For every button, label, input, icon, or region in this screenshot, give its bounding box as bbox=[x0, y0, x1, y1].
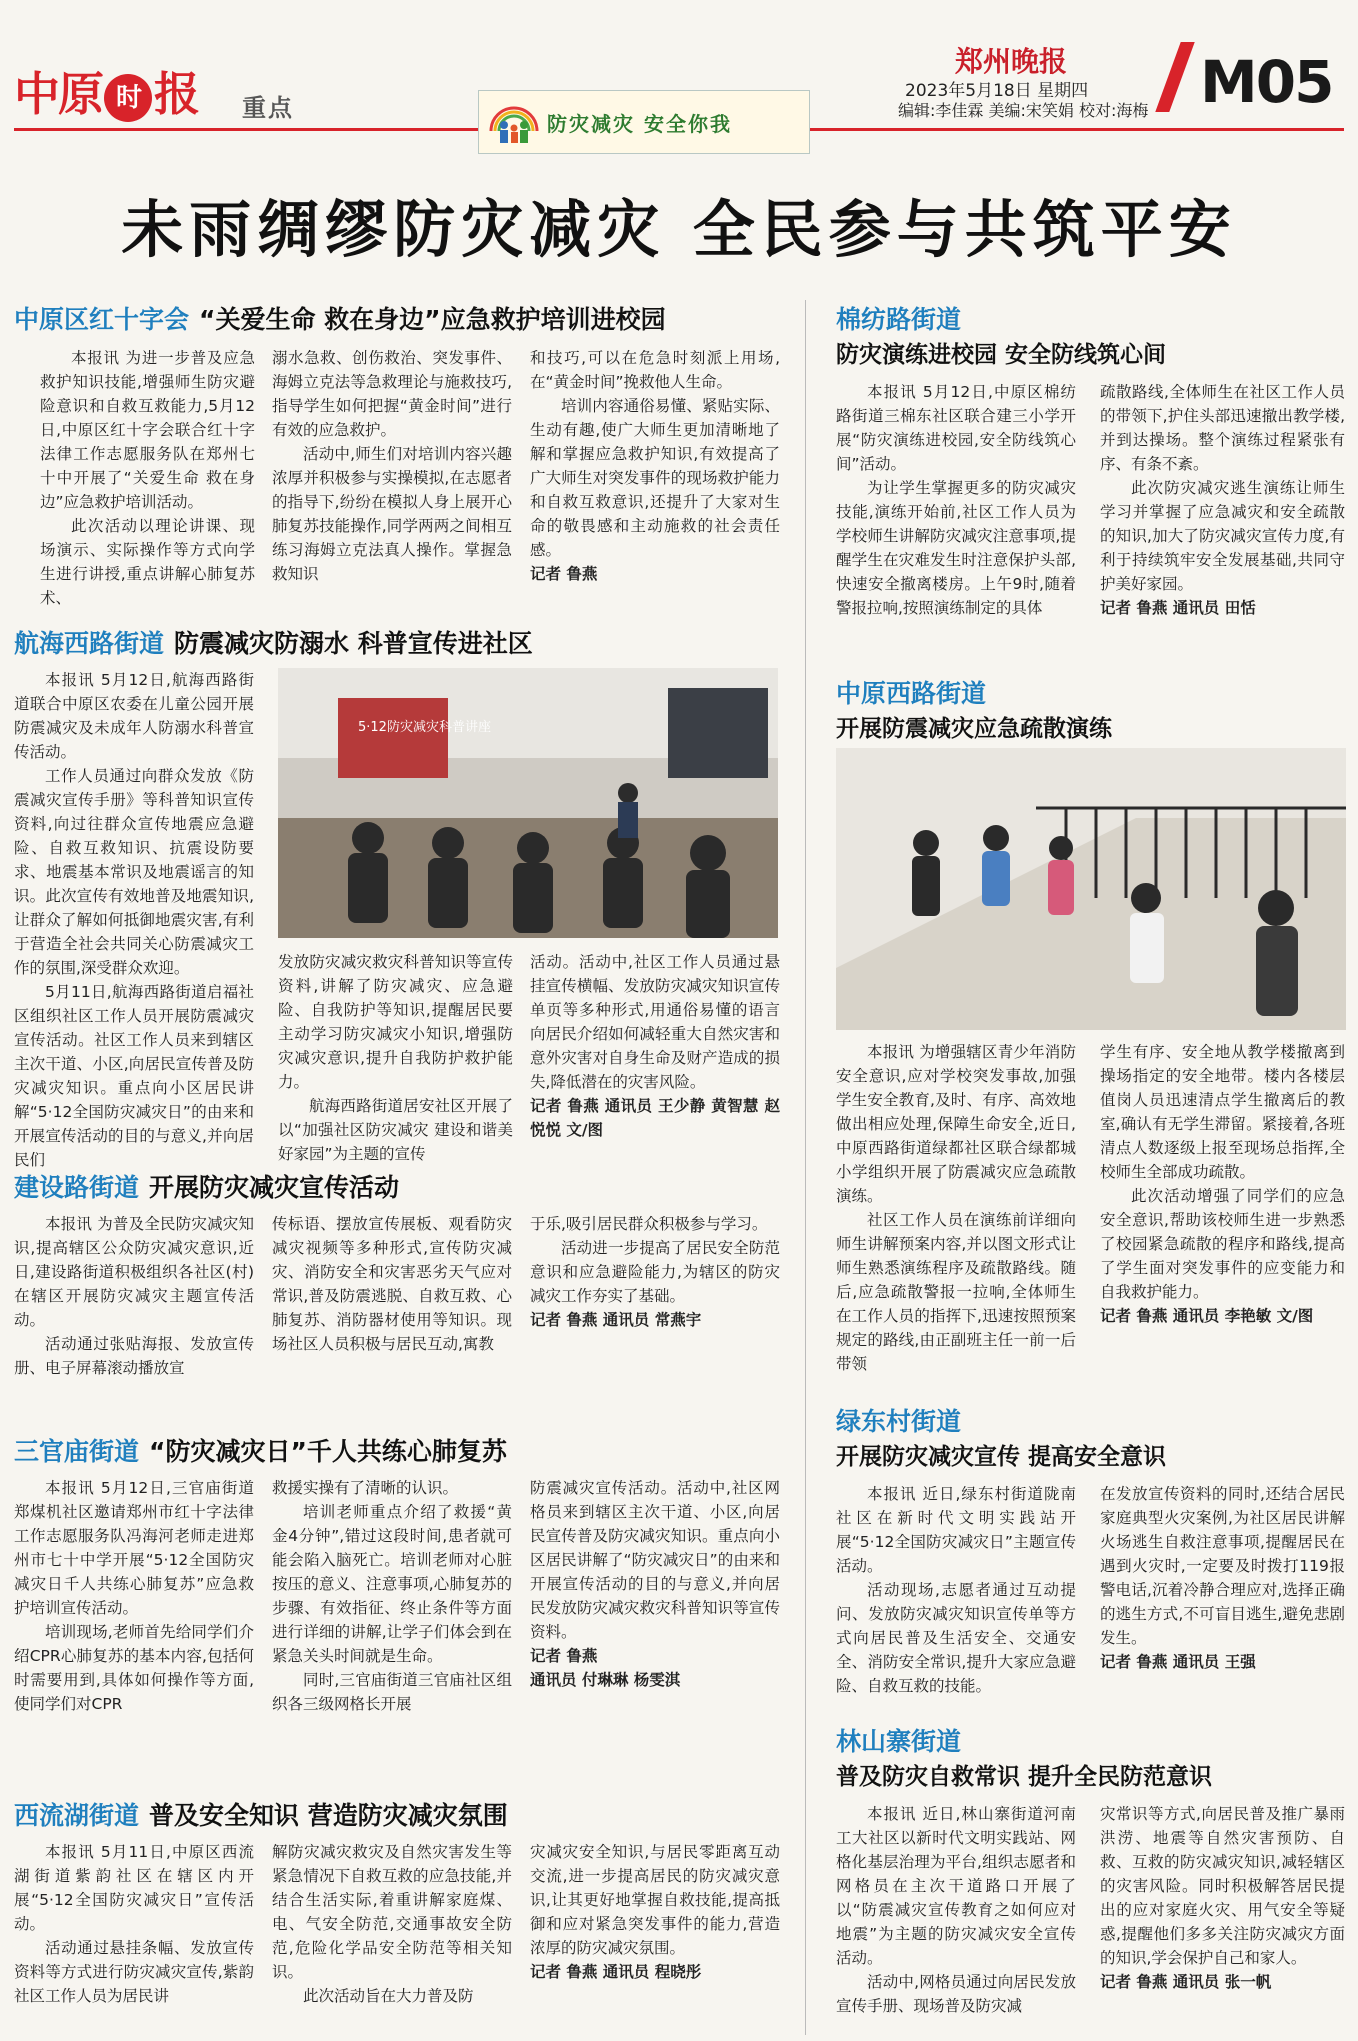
article-6-section: 棉纺路街道 bbox=[836, 305, 962, 334]
paragraph: 活动通过悬挂条幅、发放宣传资料等方式进行防灾减灾宣传,紫韵社区工作人员为居民讲 bbox=[14, 1939, 254, 2005]
byline: 记者 鲁燕 通讯员 常燕宇 bbox=[530, 1311, 702, 1329]
article-5-col-1 bbox=[14, 1840, 254, 2036]
article-2-section: 航海西路街道 bbox=[14, 629, 165, 658]
paragraph: 发放防灾减灾救灾科普知识等宣传资料,讲解了防灾减灾、应急避险、自我防护等知识,提醒居民要主动学习防灾减灾小知识,增强防灾减灾意识,提升自我防护救护能力。 bbox=[278, 953, 513, 1091]
paragraph: 本报讯 为普及全民防灾减灾知识,提高辖区公众防灾减灾意识,近日,建设路街道积极组织各社区(村)在辖区开展防灾减灾主题宣传活动。 bbox=[14, 1215, 254, 1329]
article-9-col-2 bbox=[1100, 1802, 1345, 2036]
article-9-headline: 普及防灾自救常识 提升全民防范意识 bbox=[836, 1764, 1213, 1790]
article-3-col-3 bbox=[530, 1212, 780, 1404]
paragraph: 和技巧,可以在危急时刻派上用场,在“黄金时间”挽救他人生命。 bbox=[530, 349, 780, 391]
article-8-section: 绿东村街道 bbox=[836, 1407, 962, 1436]
byline: 通讯员 付琳琳 杨雯淇 bbox=[530, 1671, 681, 1689]
article-5-headline: 普及安全知识 营造防灾减灾氛围 bbox=[149, 1801, 508, 1830]
article-4-headline: “防灾减灾日”千人共练心肺复苏 bbox=[149, 1437, 507, 1466]
article-6-col-2 bbox=[1100, 380, 1345, 626]
paragraph: 本报讯 5月11日,中原区西流湖街道紫韵社区在辖区内开展“5·12全国防灾减灾日”宣传活动。 bbox=[14, 1843, 254, 1933]
article-7-col-1 bbox=[836, 1040, 1076, 1380]
article-5-col-3 bbox=[530, 1840, 780, 2036]
article-8-col-2 bbox=[1100, 1482, 1345, 1690]
paragraph: 解防灾减灾救灾及自然灾害发生等紧急情况下自救互救的应急技能,并结合生活实际,着重讲解家庭煤、电、气安全防范,交通事故安全防范,危险化学品安全防范等相关知识。 bbox=[272, 1843, 512, 1981]
paragraph: 溺水急救、创伤救治、突发事件、海姆立克法等急救理论与施救技巧,指导学生如何把握“黄金时间”进行有效的应急救护。 bbox=[272, 349, 512, 439]
article-2-col-2 bbox=[278, 950, 513, 1163]
article-4-col-2 bbox=[272, 1476, 512, 1766]
paragraph: 活动。活动中,社区工作人员通过悬挂宣传横幅、发放防灾减灾知识宣传单页等多种形式,用通俗易懂的语言向居民介绍如何减轻重大自然灾害和意外灾害对自身生命及财产造成的损失,降低潜在的灾害风险。 bbox=[530, 953, 780, 1091]
paragraph: 本报讯 5月12日,中原区棉纺路街道三棉东社区联合建三小学开展“防灾演练进校园,安全防线筑心间”活动。 bbox=[836, 383, 1076, 473]
paragraph: 本报讯 为进一步普及应急救护知识技能,增强师生防灾避险意识和自救互救能力,5月12日,中原区红十字会联合红十字法律工作志愿服务队在郑州七十中开展了“关爱生命 救在身边”应急救护培训活动。 bbox=[40, 349, 255, 511]
article-3-heading bbox=[14, 1168, 399, 1204]
byline: 记者 鲁燕 通讯员 程晓彤 bbox=[530, 1963, 702, 1981]
article-3-headline: 开展防灾减灾宣传活动 bbox=[149, 1173, 400, 1202]
paragraph: 救援实操有了清晰的认识。 bbox=[272, 1479, 459, 1497]
article-3-col-1 bbox=[14, 1212, 254, 1404]
article-4-heading bbox=[14, 1432, 507, 1468]
byline: 记者 鲁燕 bbox=[530, 565, 598, 583]
paragraph: 活动中,师生们对培训内容兴趣浓厚并积极参与实操模拟,在志愿者的指导下,纷纷在模拟人身上展开心肺复苏技能操作,同学两两之间相互练习海姆立克法真人操作。掌握急救知识 bbox=[272, 445, 512, 583]
paragraph: 灾减灾安全知识,与居民零距离互动交流,进一步提高居民的防灾减灾意识,让其更好地掌握自救技能,提高抵御和应对紧急突发事件的能力,营造浓厚的防灾减灾氛围。 bbox=[530, 1843, 780, 1957]
paragraph: 传标语、摆放宣传展板、观看防灾减灾视频等多种形式,宣传防灾减灾、消防安全和灾害恶劣天气应对常识,普及防震逃脱、自救互救、心肺复苏、消防器材使用等知识。现场社区人员积极与居民互动,寓教 bbox=[272, 1215, 512, 1353]
article-4-section: 三官庙街道 bbox=[14, 1437, 140, 1466]
main-headline: 未雨绸缪防灾减灾 全民参与共筑平安 bbox=[121, 193, 1237, 266]
article-7-col-2 bbox=[1100, 1040, 1345, 1380]
issue-date: 2023年5月18日 星期四 bbox=[905, 81, 1089, 101]
paragraph: 5月11日,航海西路街道启福社区组织社区工作人员开展防震减灾宣传活动。社区工作人员来到辖区主次干道、小区,向居民宣传普及防灾减灾知识。重点向小区居民讲解“5·12全国防灾减灾日”的由来和开展宣传活动的目的与意义,并向居民们 bbox=[14, 983, 254, 1169]
paragraph: 本报讯 近日,绿东村街道陇南社区在新时代文明实践站开展“5·12全国防灾减灾日”主题宣传活动。 bbox=[836, 1485, 1076, 1575]
paragraph: 活动通过张贴海报、发放宣传册、电子屏幕滚动播放宣 bbox=[14, 1335, 254, 1377]
paragraph: 本报讯 为增强辖区青少年消防安全意识,应对学校突发事故,加强学生安全教育,及时、有序、高效地做出相应处理,保障生命安全,近日,中原西路街道绿都社区联合绿都城小学组织开展了防震减灾应急疏散演练。 bbox=[836, 1043, 1076, 1205]
article-1-col-3 bbox=[530, 346, 780, 586]
paragraph: 灾常识等方式,向居民普及推广暴雨洪涝、地震等自然灾害预防、自救、互救的防灾减灾知识,减轻辖区的灾害风险。同时积极解答居民提出的应对家庭火灾、用气安全等疑惑,提醒他们多多关注防灾减灾方面的知识,学会保护自己和家人。 bbox=[1100, 1805, 1345, 1967]
article-1-headline: “关爱生命 救在身边”应急救护培训进校园 bbox=[199, 305, 666, 334]
paragraph: 此次活动旨在大力普及防 bbox=[303, 1987, 474, 2005]
logo-circle: 时 bbox=[104, 74, 152, 122]
byline: 记者 鲁燕 通讯员 张一帆 bbox=[1100, 1973, 1272, 1991]
paragraph: 疏散路线,全体师生在社区工作人员的带领下,护住头部迅速撤出教学楼,并到达操场。整个演练过程紧张有序、有条不紊。 bbox=[1100, 383, 1345, 473]
article-5-heading bbox=[14, 1796, 508, 1832]
column-divider bbox=[805, 300, 806, 2035]
paragraph: 此次活动增强了同学们的应急安全意识,帮助该校师生进一步熟悉了校园紧急疏散的程序和路线,提高了学生面对突发事件的应变能力和自我救护能力。 bbox=[1100, 1187, 1345, 1301]
paragraph: 培训内容通俗易懂、紧贴实际、生动有趣,使广大师生更加清晰地了解和掌握应急救护知识,有效提高了广大师生对突发事件的现场救护能力和自救互救意识,还提升了大家对生命的敬畏感和主动施救的社会责任感。 bbox=[530, 397, 780, 559]
article-9-section: 林山寨街道 bbox=[836, 1727, 962, 1756]
article-8-col-1 bbox=[836, 1482, 1076, 1695]
article-5-section: 西流湖街道 bbox=[14, 1801, 140, 1830]
article-3-col-2 bbox=[272, 1212, 512, 1404]
article-4-col-3 bbox=[530, 1476, 780, 1766]
article-1-col-1 bbox=[40, 346, 255, 607]
paragraph: 本报讯 5月12日,航海西路街道联合中原区农委在儿童公园开展防震减灾及未成年人防溺水科普宣传活动。 bbox=[14, 671, 254, 761]
article-9-col-1 bbox=[836, 1802, 1076, 2036]
paragraph: 在发放宣传资料的同时,还结合居民家庭典型火灾案例,为社区居民讲解火场逃生自救注意事项,提醒居民在遇到火灾时,一定要及时拨打119报警电话,沉着冷静合理应对,选择正确的逃生方式,不可盲目逃生,避免悲剧发生。 bbox=[1100, 1485, 1345, 1647]
article-2-col-3 bbox=[530, 950, 780, 1146]
article-2-col-1 bbox=[14, 668, 254, 1169]
decorative-slash bbox=[1155, 42, 1194, 112]
byline: 记者 鲁燕 通讯员 田恬 bbox=[1100, 599, 1256, 617]
paragraph: 活动现场,志愿者通过互动提问、发放防灾减灾知识宣传单等方式向居民普及生活安全、交通安全、消防安全常识,提升大家应急避险、自救互救的技能。 bbox=[836, 1581, 1076, 1695]
byline: 记者 鲁燕 通讯员 王强 bbox=[1100, 1653, 1256, 1671]
paragraph: 此次防灾减灾逃生演练让师生学习并掌握了应急减灾和安全疏散的知识,加大了防灾减灾宣传力度,有利于持续筑牢安全发展基础,共同守护美好家园。 bbox=[1100, 479, 1345, 593]
logo-text-b: 报 bbox=[154, 67, 198, 121]
paragraph: 社区工作人员在演练前详细向师生讲解预案内容,并以图文形式让师生熟悉演练程序及疏散路线。随后,应急疏散警报一拉响,全体师生在工作人员的指挥下,迅速按照预案规定的路线,由正副班主任一前一后带领 bbox=[836, 1211, 1076, 1373]
publication-name: 郑州晚报 bbox=[955, 45, 1068, 78]
paragraph: 学生有序、安全地从教学楼撤离到操场指定的安全地带。楼内各楼层值岗人员迅速清点学生撤离后的教室,确认有无学生滞留。紧接着,各班清点人数逐级上报至现场总指挥,全校师生全部成功疏散。 bbox=[1100, 1043, 1345, 1181]
newspaper-logo bbox=[14, 58, 198, 124]
article-8-headline: 开展防灾减灾宣传 提高安全意识 bbox=[836, 1444, 1167, 1470]
byline: 记者 鲁燕 通讯员 王少静 黄智慧 赵悦悦 文/图 bbox=[530, 1097, 780, 1139]
article-6-headline: 防灾演练进校园 安全防线筑心间 bbox=[836, 342, 1167, 368]
paragraph: 本报讯 近日,林山寨街道河南工大社区以新时代文明实践站、网格化基层治理为平台,组织志愿者和网格员在主次干道路口开展了以“防震减灾宣传教育之如何应对地震”为主题的防灾减灾安全宣传活动。 bbox=[836, 1805, 1076, 1967]
lecture-photo-illustration bbox=[278, 668, 778, 938]
paragraph: 于乐,吸引居民群众积极参与学习。 bbox=[530, 1215, 768, 1233]
paragraph: 培训现场,老师首先给同学们介绍CPR心肺复苏的基本内容,包括何时需要用到,具体如何操作等方面,使同学们对CPR bbox=[14, 1623, 254, 1713]
paragraph: 同时,三官庙街道三官庙社区组织各三级网格长开展 bbox=[272, 1671, 512, 1713]
article-7-headline: 开展防震减灾应急疏散演练 bbox=[836, 716, 1112, 742]
topic-banner bbox=[478, 90, 810, 154]
paragraph: 活动进一步提高了居民安全防范意识和应急避险能力,为辖区的防灾减灾工作夯实了基础。 bbox=[530, 1239, 780, 1305]
slide-text: 5·12防灾减灾科普讲座 bbox=[358, 720, 491, 735]
page-number: M05 bbox=[1200, 48, 1333, 116]
article-3-section: 建设路街道 bbox=[14, 1173, 140, 1202]
article-2-heading bbox=[14, 624, 533, 660]
editor-credits: 编辑:李佳霖 美编:宋笑娟 校对:海梅 bbox=[898, 101, 1149, 120]
article-1-col-2 bbox=[272, 346, 512, 586]
section-label: 重点 bbox=[242, 94, 294, 122]
evacuation-drill-illustration bbox=[836, 748, 1346, 1030]
article-1-heading bbox=[14, 300, 666, 336]
paragraph: 活动中,网格员通过向居民发放宣传手册、现场普及防灾减 bbox=[836, 1973, 1076, 2015]
article-6-col-1 bbox=[836, 380, 1076, 626]
byline: 记者 鲁燕 通讯员 李艳敏 文/图 bbox=[1100, 1307, 1314, 1325]
paragraph: 培训老师重点介绍了救援“黄金4分钟”,错过这段时间,患者就可能会陷入脑死亡。培训老师对心脏按压的意义、注意事项,心肺复苏的步骤、有效指征、终止条件等方面进行详细的讲解,让学子们体会到在紧急关头时间就是生命。 bbox=[272, 1503, 512, 1665]
paragraph: 本报讯 5月12日,三官庙街道郑煤机社区邀请郑州市红十字法律工作志愿服务队冯海河老师走进郑州市七十中学开展“5·12全国防灾减灾日千人共练心肺复苏”应急救护培训宣传活动。 bbox=[14, 1479, 254, 1617]
article-2-photo bbox=[278, 668, 778, 938]
paragraph: 此次活动以理论讲课、现场演示、实际操作等方式向学生进行讲授,重点讲解心肺复苏术、 bbox=[40, 517, 255, 607]
article-4-col-1 bbox=[14, 1476, 254, 1766]
paragraph: 航海西路街道居安社区开展了以“加强社区防灾减灾 建设和谐美好家园”为主题的宣传 bbox=[278, 1097, 513, 1163]
article-1-section: 中原区红十字会 bbox=[14, 305, 190, 334]
family-rainbow-icon bbox=[487, 101, 541, 145]
article-7-photo bbox=[836, 748, 1346, 1030]
paragraph: 工作人员通过向群众发放《防震减灾宣传手册》等科普知识宣传资料,向过往群众宣传地震应急避险、自救互救知识、抗震设防要求、地震基本常识及地震谣言的知识。此次宣传有效地普及地震知识,让群众了解如何抵御地震灾害,有利于营造全社会共同关心防震减灾工作的氛围,深受群众欢迎。 bbox=[14, 767, 254, 977]
article-7-section: 中原西路街道 bbox=[836, 679, 987, 708]
article-2-headline: 防震减灾防溺水 科普宣传进社区 bbox=[174, 629, 533, 658]
paragraph: 为让学生掌握更多的防灾减灾技能,演练开始前,社区工作人员为学校师生讲解防灾减灾注意事项,提醒学生在灾难发生时注意保护头部,快速安全撤离楼房。上午9时,随着警报拉响,按照演练制定的具体 bbox=[836, 479, 1076, 617]
article-5-col-2 bbox=[272, 1840, 512, 2036]
logo-text-a: 中原 bbox=[14, 67, 102, 121]
paragraph: 防震减灾宣传活动。活动中,社区网格员来到辖区主次干道、小区,向居民宣传普及防灾减灾知识。重点向小区居民讲解了“防灾减灾日”的由来和开展宣传活动的目的与意义,并向居民发放防灾减灾救灾科普知识等宣传资料。 bbox=[530, 1479, 780, 1641]
banner-slogan: 防灾减灾 安全你我 bbox=[547, 112, 732, 136]
byline: 记者 鲁燕 bbox=[530, 1647, 598, 1665]
